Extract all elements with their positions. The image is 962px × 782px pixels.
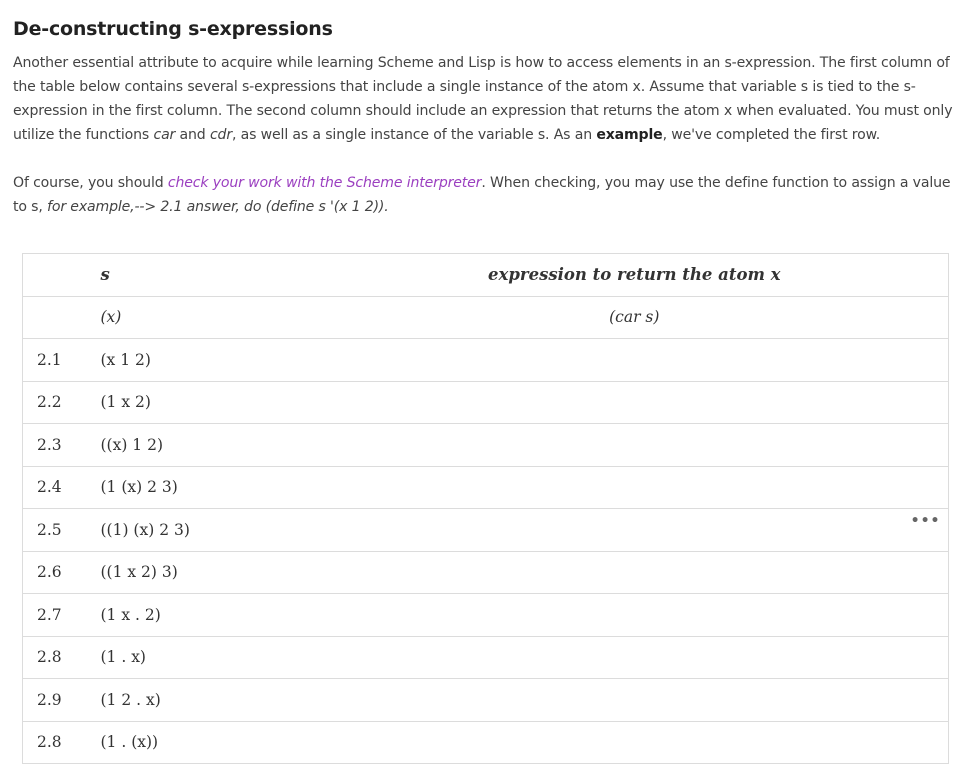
table-row — [23, 339, 949, 382]
cdr-term: cdr — [209, 127, 232, 143]
scheme-interpreter-link[interactable]: check your work with the Scheme interpreter — [167, 175, 482, 191]
table-cell-num: 2.6 — [23, 551, 101, 594]
table-cell-num: 2.2 — [23, 381, 101, 424]
table-cell-num — [23, 296, 101, 339]
instructions-text-b: , as well as a single instance of the variable s. As an — [231, 127, 597, 143]
example-term: example — [596, 127, 663, 143]
table-row — [23, 551, 949, 594]
table-cell-expr[interactable] — [401, 381, 949, 424]
table-cell-s: (x) — [101, 296, 401, 339]
table-cell-s: (1 . (x)) — [101, 721, 401, 764]
table-cell-expr[interactable] — [401, 339, 949, 382]
table-row — [23, 594, 949, 637]
table-cell-expr[interactable] — [401, 424, 949, 467]
checking-paragraph — [13, 171, 958, 219]
table-cell-num: 2.1 — [23, 339, 101, 382]
table-row — [23, 636, 949, 679]
table-cell-expr[interactable] — [401, 636, 949, 679]
header-expr-label: expression to return the atom x — [488, 265, 781, 285]
instructions-paragraph — [13, 51, 958, 147]
page-title: De-constructing s-expressions — [13, 18, 333, 40]
table-row — [23, 679, 949, 722]
table-cell-s: (x 1 2) — [101, 339, 401, 382]
table-cell-s: ((1 x 2) 3) — [101, 551, 401, 594]
instructions-text-a: Another essential attribute to acquire while learning Scheme and Lisp is how to access elements in an s-expression. The first column of the table below contains several s-expressions that include a single instance of the atom x. Assume that variable s is tied to the s-expression in the first column. The second column should include an expression that returns the atom x when evaluated. You must only utilize the functions — [13, 55, 953, 143]
table-cell-num: 2.9 — [23, 679, 101, 722]
table-cell-expr[interactable] — [401, 466, 949, 509]
table-cell-expr[interactable] — [401, 721, 949, 764]
table-row — [23, 466, 949, 509]
table-cell-num: 2.7 — [23, 594, 101, 637]
header-s — [101, 254, 401, 297]
table-row-example — [23, 296, 949, 339]
table-row — [23, 424, 949, 467]
table-cell-num: 2.8 — [23, 721, 101, 764]
table-cell-expr[interactable] — [401, 551, 949, 594]
table-cell-expr[interactable] — [401, 594, 949, 637]
table-cell-num: 2.8 — [23, 636, 101, 679]
table-header-row — [23, 254, 949, 297]
table-cell-expr[interactable] — [401, 679, 949, 722]
table-cell-expr[interactable] — [401, 509, 949, 552]
sexpr-table — [22, 253, 949, 764]
header-num — [23, 254, 101, 297]
table-row — [23, 509, 949, 552]
table-cell-s: (1 . x) — [101, 636, 401, 679]
header-s-label: s — [100, 265, 110, 285]
table-cell-num: 2.4 — [23, 466, 101, 509]
more-options-icon[interactable]: ••• — [910, 512, 941, 529]
instructions-text-and: and — [175, 127, 210, 143]
table-cell-s: (1 x 2) — [101, 381, 401, 424]
table-cell-s: (1 (x) 2 3) — [101, 466, 401, 509]
table-row — [23, 381, 949, 424]
table-cell-s: ((x) 1 2) — [101, 424, 401, 467]
checking-example-text: for example,--> 2.1 answer, do (define s '(x 1 2)). — [47, 199, 389, 215]
table-row — [23, 721, 949, 764]
instructions-text-c: , we've completed the first row. — [662, 127, 881, 143]
table-cell-num: 2.5 — [23, 509, 101, 552]
checking-text-a: Of course, you should — [13, 175, 168, 191]
table-cell-s: (1 2 . x) — [101, 679, 401, 722]
table-cell-num: 2.3 — [23, 424, 101, 467]
table-cell-expr: (car s) — [401, 296, 949, 339]
checking-text-b: . When checking, you may use the define function to assign a value to s, — [13, 175, 951, 215]
car-term: car — [153, 127, 176, 143]
table-cell-s: (1 x . 2) — [101, 594, 401, 637]
header-expr-wrap — [401, 265, 869, 284]
table-cell-s: ((1) (x) 2 3) — [101, 509, 401, 552]
